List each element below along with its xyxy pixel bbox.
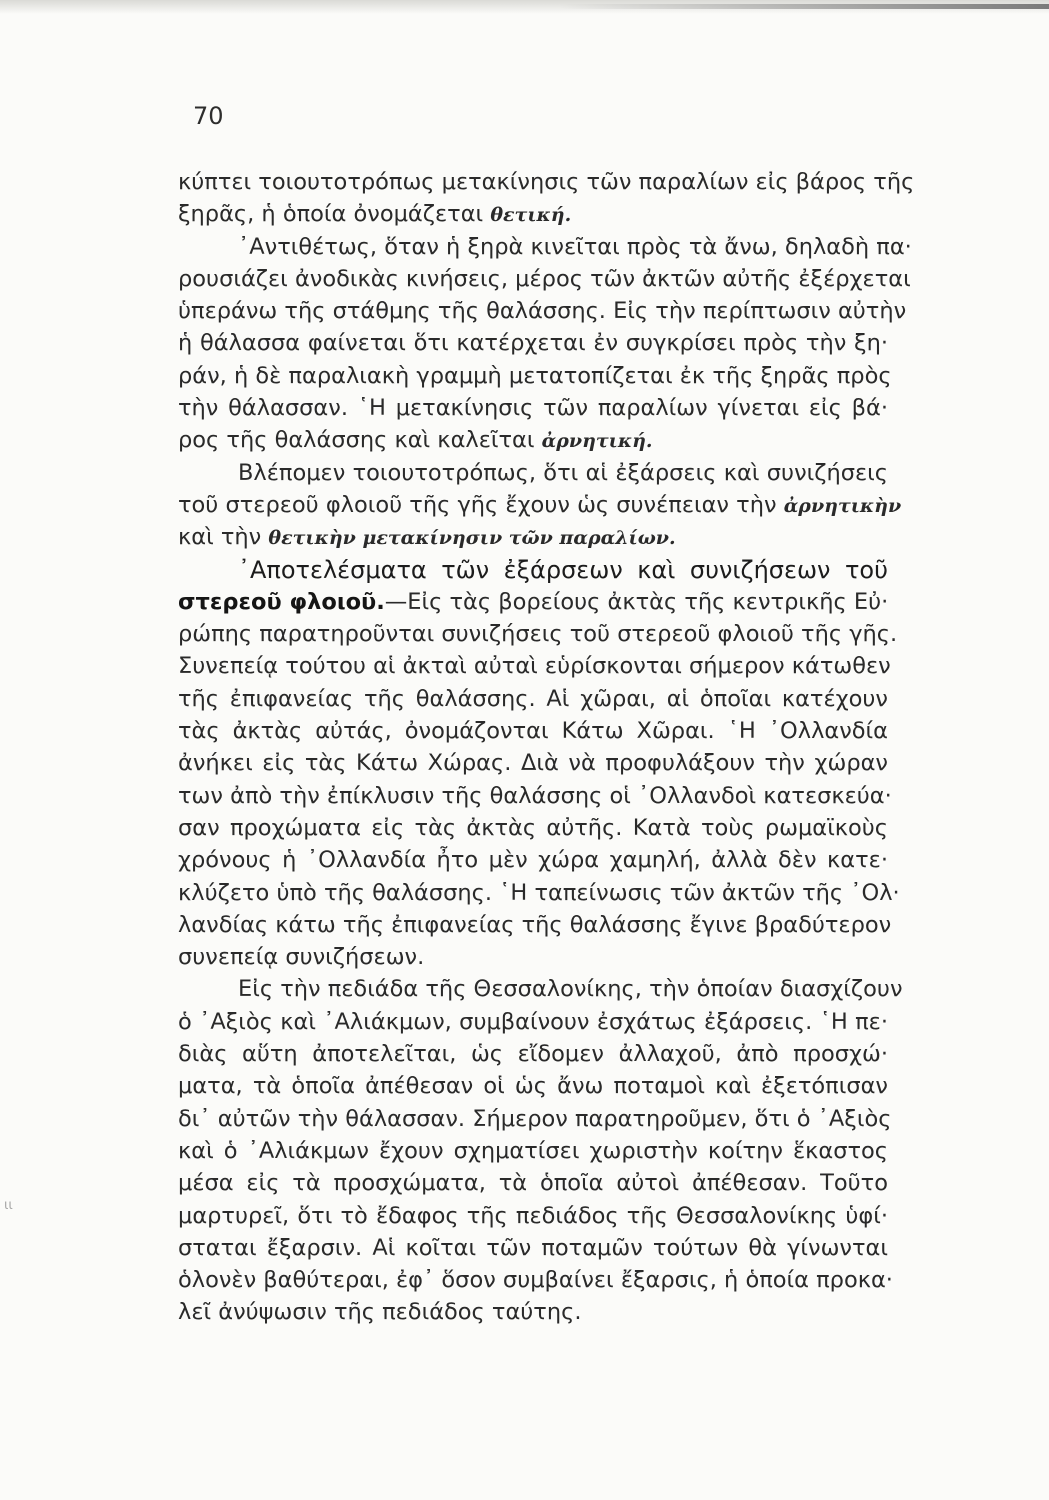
text-segment: Εἰς τὴν πεδιάδα τῆς Θεσσαλονίκης, τὴν ὁποίαν διασχίζουν xyxy=(238,976,903,1003)
text-line xyxy=(178,1038,888,1070)
text-segment: ᾿Αντιθέτως, ὅταν ἡ ξηρὰ κινεῖται πρὸς τὰ ἄνω, δηλαδὴ πα· xyxy=(238,233,912,260)
text-line xyxy=(178,231,912,263)
text-segment: ματα, τὰ ὁποῖα ἀπέθεσαν οἱ ὡς ἄνω ποταμοὶ καὶ ἐξετόπισαν xyxy=(178,1073,888,1100)
text-segment: ξηρᾶς, ἡ ὁποία ὀνομάζεται xyxy=(178,201,491,228)
text-segment: ὁ ᾿Αξιὸς καὶ ᾿Αλιάκμων, συμβαίνουν ἐσχάτως ἐξάρσεις. ῾Η πε· xyxy=(178,1008,888,1035)
text-line xyxy=(178,521,888,553)
text-line xyxy=(178,973,903,1005)
text-segment: ρος τῆς θαλάσσης καὶ καλεῖται xyxy=(178,427,542,454)
text-line xyxy=(178,586,888,618)
text-segment: —Εἰς τὰς βορείους ἀκτὰς τῆς κεντρικῆς Εὐ· xyxy=(384,588,889,615)
text-segment: ράν, ἡ δὲ παραλιακὴ γραμμὴ μετατοπίζεται ἐκ τῆς ξηρᾶς πρὸς xyxy=(178,362,892,389)
text-segment: τῆς ἐπιφανείας τῆς θαλάσσης. Αἱ χῶραι, αἱ ὁποῖαι κατέχουν xyxy=(178,685,888,712)
text-line xyxy=(178,489,902,521)
text-line xyxy=(178,360,892,392)
text-segment: ρώπης παρατηροῦνται συνιζήσεις τοῦ στερεοῦ φλοιοῦ τῆς γῆς. xyxy=(178,621,898,648)
text-segment: συνεπείᾳ συνιζήσεων. xyxy=(178,944,425,971)
text-line xyxy=(178,747,888,779)
text-line xyxy=(178,1006,888,1038)
text-line xyxy=(178,1070,888,1102)
text-line xyxy=(178,327,888,359)
text-line xyxy=(178,198,888,230)
text-segment: καὶ τὴν xyxy=(178,524,269,551)
emphasized-term: ἀρνητική. xyxy=(541,430,653,453)
text-line xyxy=(178,618,898,650)
text-line xyxy=(178,1200,888,1232)
text-segment: σαν προχώματα εἰς τὰς ἀκτὰς αὐτῆς. Κατὰ τοὺς ρωμαϊκοὺς xyxy=(178,814,888,841)
text-segment: λανδίας κάτω τῆς ἐπιφανείας τῆς θαλάσσης ἔγινε βραδύτερον xyxy=(178,911,892,938)
text-line xyxy=(178,812,888,844)
text-line xyxy=(178,877,900,909)
text-segment: τὴν θάλασσαν. ῾Η μετακίνησις τῶν παραλίων γίνεται εἰς βά· xyxy=(178,395,888,422)
text-segment: σταται ἔξαρσιν. Αἱ κοῖται τῶν ποταμῶν τούτων θὰ γίνωνται xyxy=(178,1234,888,1261)
text-line xyxy=(178,457,888,489)
text-line xyxy=(178,1103,892,1135)
text-line xyxy=(178,909,892,941)
text-line xyxy=(178,650,891,682)
text-line xyxy=(178,392,888,424)
text-line xyxy=(178,166,915,198)
text-line xyxy=(178,683,888,715)
emphasized-term: θετικὴν μετακίνησιν τῶν παραλίων. xyxy=(268,527,676,550)
text-line xyxy=(178,844,888,876)
text-segment: μέσα εἰς τὰ προσχώματα, τὰ ὁποῖα αὐτοὶ ἀπέθεσαν. Τοῦτο xyxy=(178,1170,888,1197)
text-line xyxy=(178,1135,888,1167)
text-segment: ᾿Αποτελέσματα τῶν ἐξάρσεων καὶ συνιζήσεων τοῦ xyxy=(238,555,888,584)
text-line xyxy=(178,1264,893,1296)
text-segment: Συνεπείᾳ τούτου αἱ ἀκταὶ αὐταὶ εὑρίσκονται σήμερον κάτωθεν xyxy=(178,653,891,680)
scan-edge-shadow xyxy=(560,4,1049,9)
text-line xyxy=(178,715,888,747)
margin-mark: ιι xyxy=(4,1198,13,1213)
body-text xyxy=(178,166,915,1329)
text-segment: Βλέπομεν τοιουτοτρόπως, ὅτι αἱ ἐξάρσεις καὶ συνιζήσεις xyxy=(238,459,888,486)
text-line xyxy=(178,780,892,812)
text-segment: κλύζετο ὑπὸ τῆς θαλάσσης. ῾Η ταπείνωσις τῶν ἀκτῶν τῆς ᾿Ολ· xyxy=(178,879,900,906)
text-line xyxy=(178,424,888,456)
text-line xyxy=(178,941,888,973)
text-segment: ὑπεράνω τῆς στάθμης τῆς θαλάσσης. Εἰς τὴν περίπτωσιν αὐτὴν xyxy=(178,298,907,325)
text-line xyxy=(178,1167,888,1199)
text-segment: ρουσιάζει ἀνοδικὰς κινήσεις, μέρος τῶν ἀκτῶν αὐτῆς ἐξέρχεται xyxy=(178,265,911,292)
text-segment: καὶ ὁ ᾿Αλιάκμων ἔχουν σχηματίσει χωριστὴν κοίτην ἕκαστος xyxy=(178,1137,888,1164)
page-number: 70 xyxy=(193,102,224,130)
text-segment: δι᾿ αὐτῶν τὴν θάλασσαν. Σήμερον παρατηροῦμεν, ὅτι ὁ ᾿Αξιὸς xyxy=(178,1105,892,1132)
text-segment: ἡ θάλασσα φαίνεται ὅτι κατέρχεται ἐν συγκρίσει πρὸς τὴν ξη· xyxy=(178,330,888,357)
text-segment: χρόνους ἡ ᾿Ολλανδία ἦτο μὲν χώρα χαμηλή, ἀλλὰ δὲν κατε· xyxy=(178,847,888,874)
text-line xyxy=(178,295,907,327)
text-segment: τοῦ στερεοῦ φλοιοῦ τῆς γῆς ἔχουν ὡς συνέπειαν τὴν xyxy=(178,491,784,518)
text-segment: των ἀπὸ τὴν ἐπίκλυσιν τῆς θαλάσσης οἱ ᾿Ολλανδοὶ κατεσκεύα· xyxy=(178,782,892,809)
text-segment: λεῖ ἀνύψωσιν τῆς πεδιάδος ταύτης. xyxy=(178,1299,582,1326)
section-heading-line xyxy=(178,554,888,586)
text-line xyxy=(178,1232,888,1264)
text-segment: τὰς ἀκτὰς αὐτάς, ὀνομάζονται Κάτω Χῶραι. ῾Η ᾿Ολλανδία xyxy=(178,718,888,745)
text-segment: μαρτυρεῖ, ὅτι τὸ ἔδαφος τῆς πεδιάδος τῆς Θεσσαλονίκης ὑφί· xyxy=(178,1202,888,1229)
text-segment: ὁλονὲν βαθύτεραι, ἐφ᾿ ὅσον συμβαίνει ἔξαρσις, ἡ ὁποία προκα· xyxy=(178,1267,893,1294)
emphasized-term: θετική. xyxy=(490,204,572,227)
bold-term: στερεοῦ φλοιοῦ. xyxy=(178,588,385,615)
text-segment: διὰς αὕτη ἀποτελεῖται, ὡς εἴδομεν ἀλλαχοῦ, ἀπὸ προσχώ· xyxy=(178,1041,888,1068)
text-line xyxy=(178,1296,888,1328)
emphasized-term: ἀρνητικὴν xyxy=(783,494,902,517)
text-line xyxy=(178,263,911,295)
text-segment: κύπτει τοιουτοτρόπως μετακίνησις τῶν παραλίων εἰς βάρος τῆς xyxy=(178,169,915,195)
text-segment: ἀνήκει εἰς τὰς Κάτω Χώρας. Διὰ νὰ προφυλάξουν τὴν χώραν xyxy=(178,750,888,777)
